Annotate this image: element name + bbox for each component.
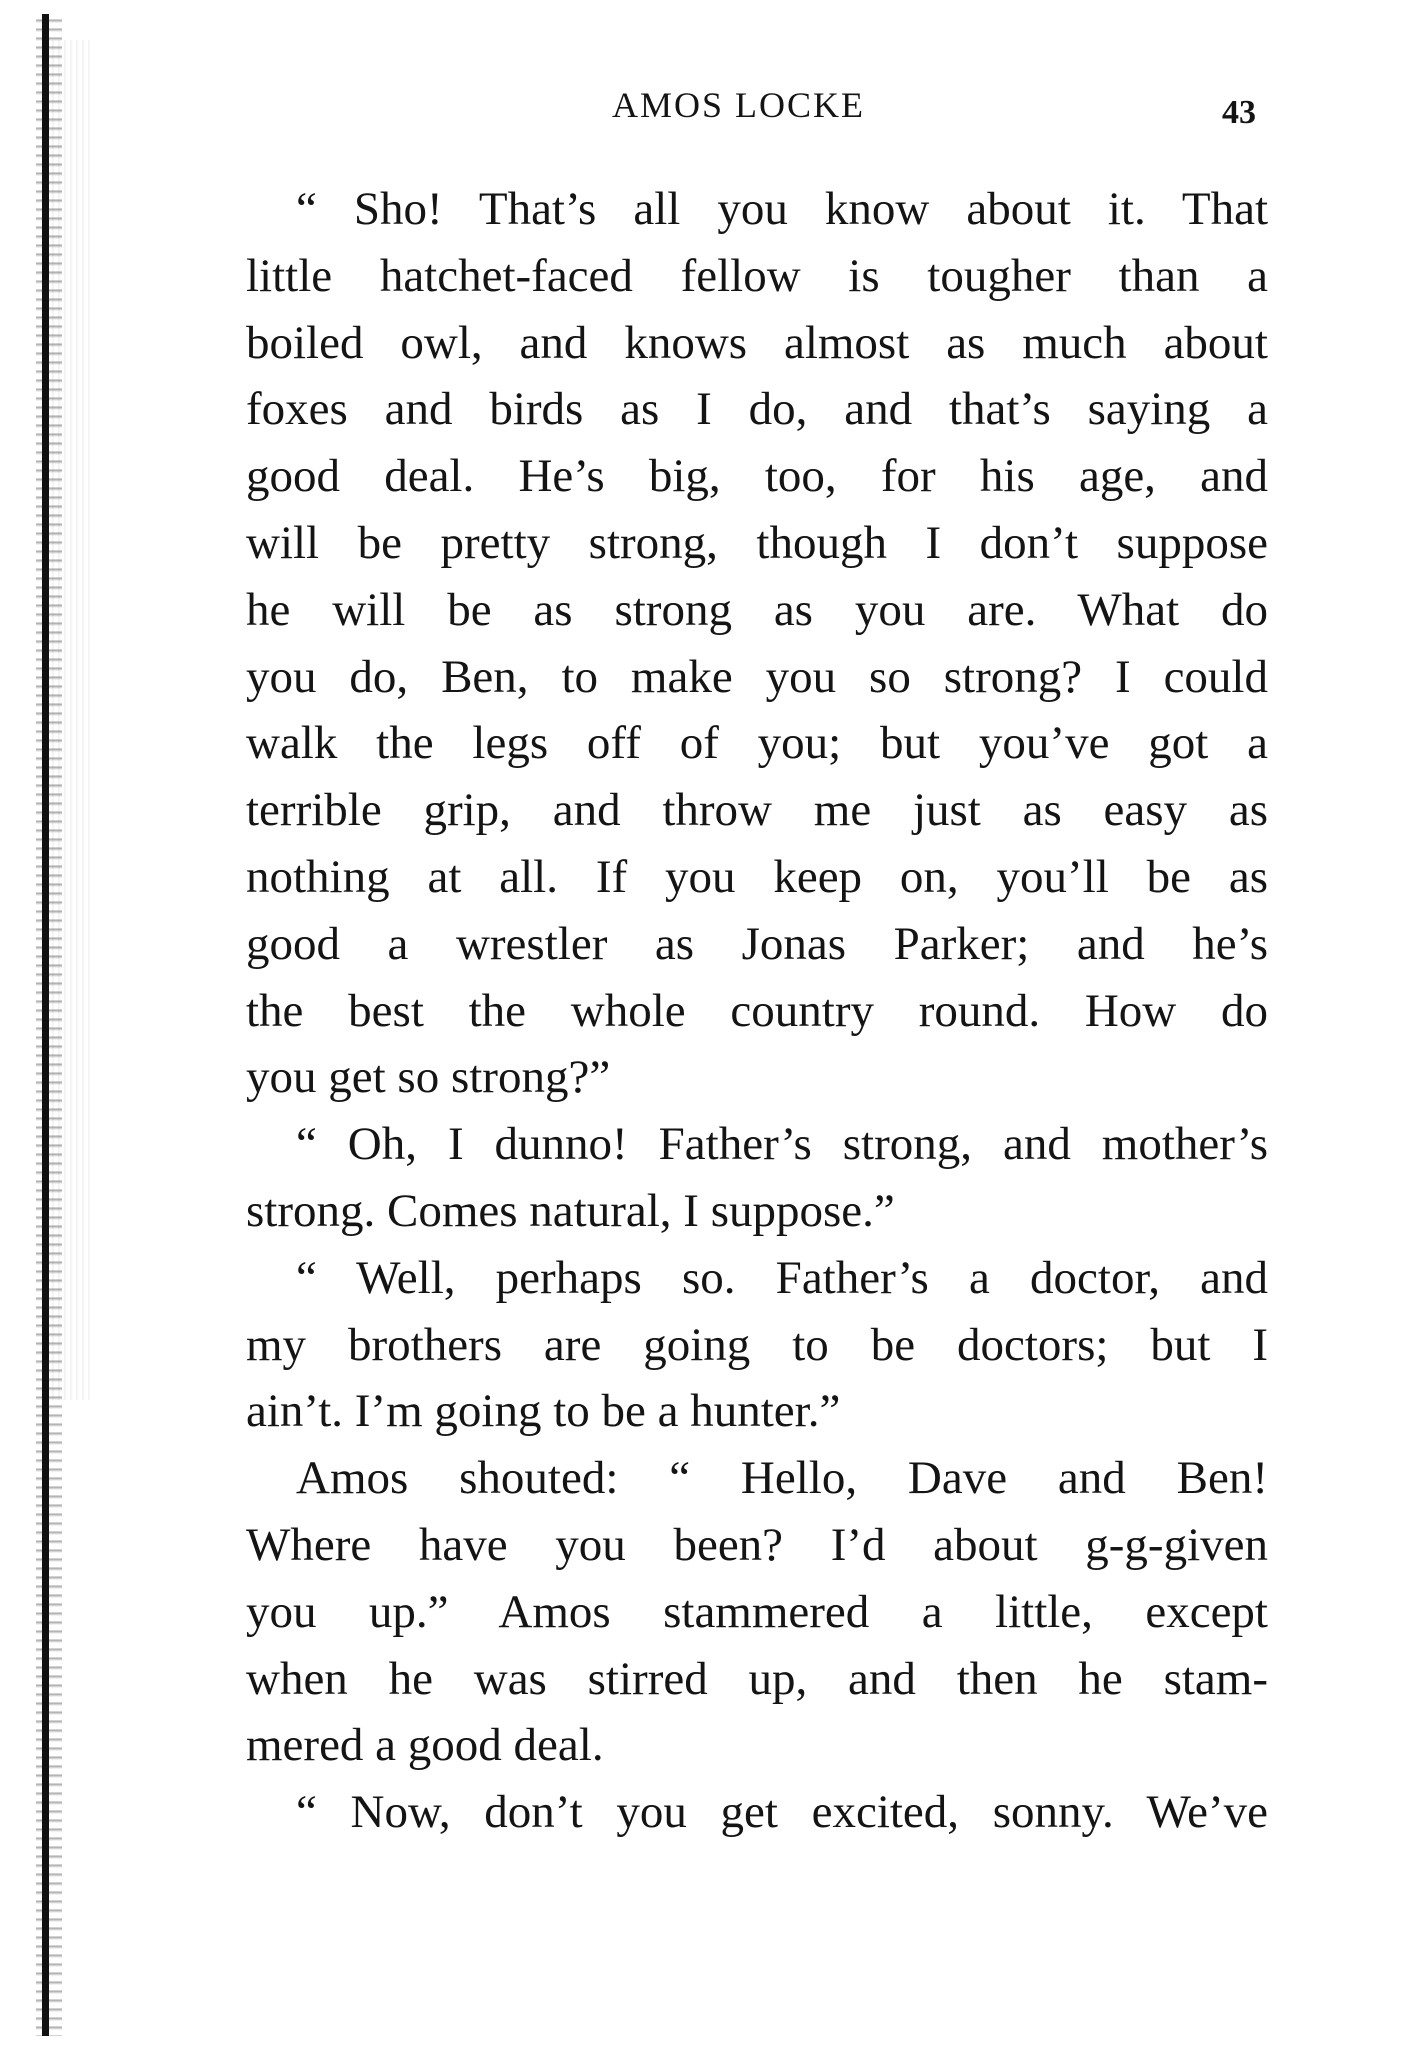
text-line: “ Oh, I dunno! Father’s strong, and mother’s [296, 1118, 1268, 1171]
text-line: nothing at all. If you keep on, you’ll be as [246, 850, 1268, 903]
text-line: when he was stirred up, and then he stam- [246, 1652, 1268, 1705]
text-line: “ Sho! That’s all you know about it. That [296, 183, 1268, 235]
text-line: you up.” Amos stammered a little, except [246, 1585, 1268, 1638]
page-binding-edge [36, 14, 62, 2036]
text-line: “ Well, perhaps so. Father’s a doctor, and [296, 1251, 1268, 1304]
text-line: terrible grip, and throw me just as easy as [246, 784, 1268, 837]
text-line: boiled owl, and knows almost as much about [246, 316, 1268, 369]
text-line: he will be as strong as you are. What do [246, 583, 1268, 636]
text-line: you do, Ben, to make you so strong? I could [246, 650, 1268, 703]
text-line: Where have you been? I’d about g-g-given [246, 1518, 1268, 1571]
text-line: my brothers are going to be doctors; but I [246, 1318, 1268, 1371]
text-line: ain’t. I’m going to be a hunter.” [246, 1385, 841, 1438]
text-line: little hatchet-faced fellow is tougher than a [246, 249, 1268, 302]
text-line: walk the legs off of you; but you’ve got a [246, 717, 1268, 770]
running-head: AMOS LOCKE [612, 85, 866, 125]
text-line: will be pretty strong, though I don’t suppose [246, 516, 1268, 569]
text-line: foxes and birds as I do, and that’s saying a [246, 383, 1268, 436]
text-line: strong. Comes natural, I suppose.” [246, 1184, 895, 1237]
text-line: you get so strong?” [246, 1051, 611, 1104]
body-text [246, 176, 1268, 1846]
text-line: good a wrestler as Jonas Parker; and he’s [246, 917, 1268, 970]
text-line: mered a good deal. [246, 1719, 604, 1772]
text-line: “ Now, don’t you get excited, sonny. We’ve [296, 1786, 1268, 1839]
page-binding-line [42, 14, 49, 2036]
text-line: the best the whole country round. How do [246, 984, 1268, 1037]
page-number: 43 [1222, 94, 1256, 131]
text-line: Amos shouted: “ Hello, Dave and Ben! [296, 1452, 1268, 1505]
text-line: good deal. He’s big, too, for his age, and [246, 450, 1268, 503]
